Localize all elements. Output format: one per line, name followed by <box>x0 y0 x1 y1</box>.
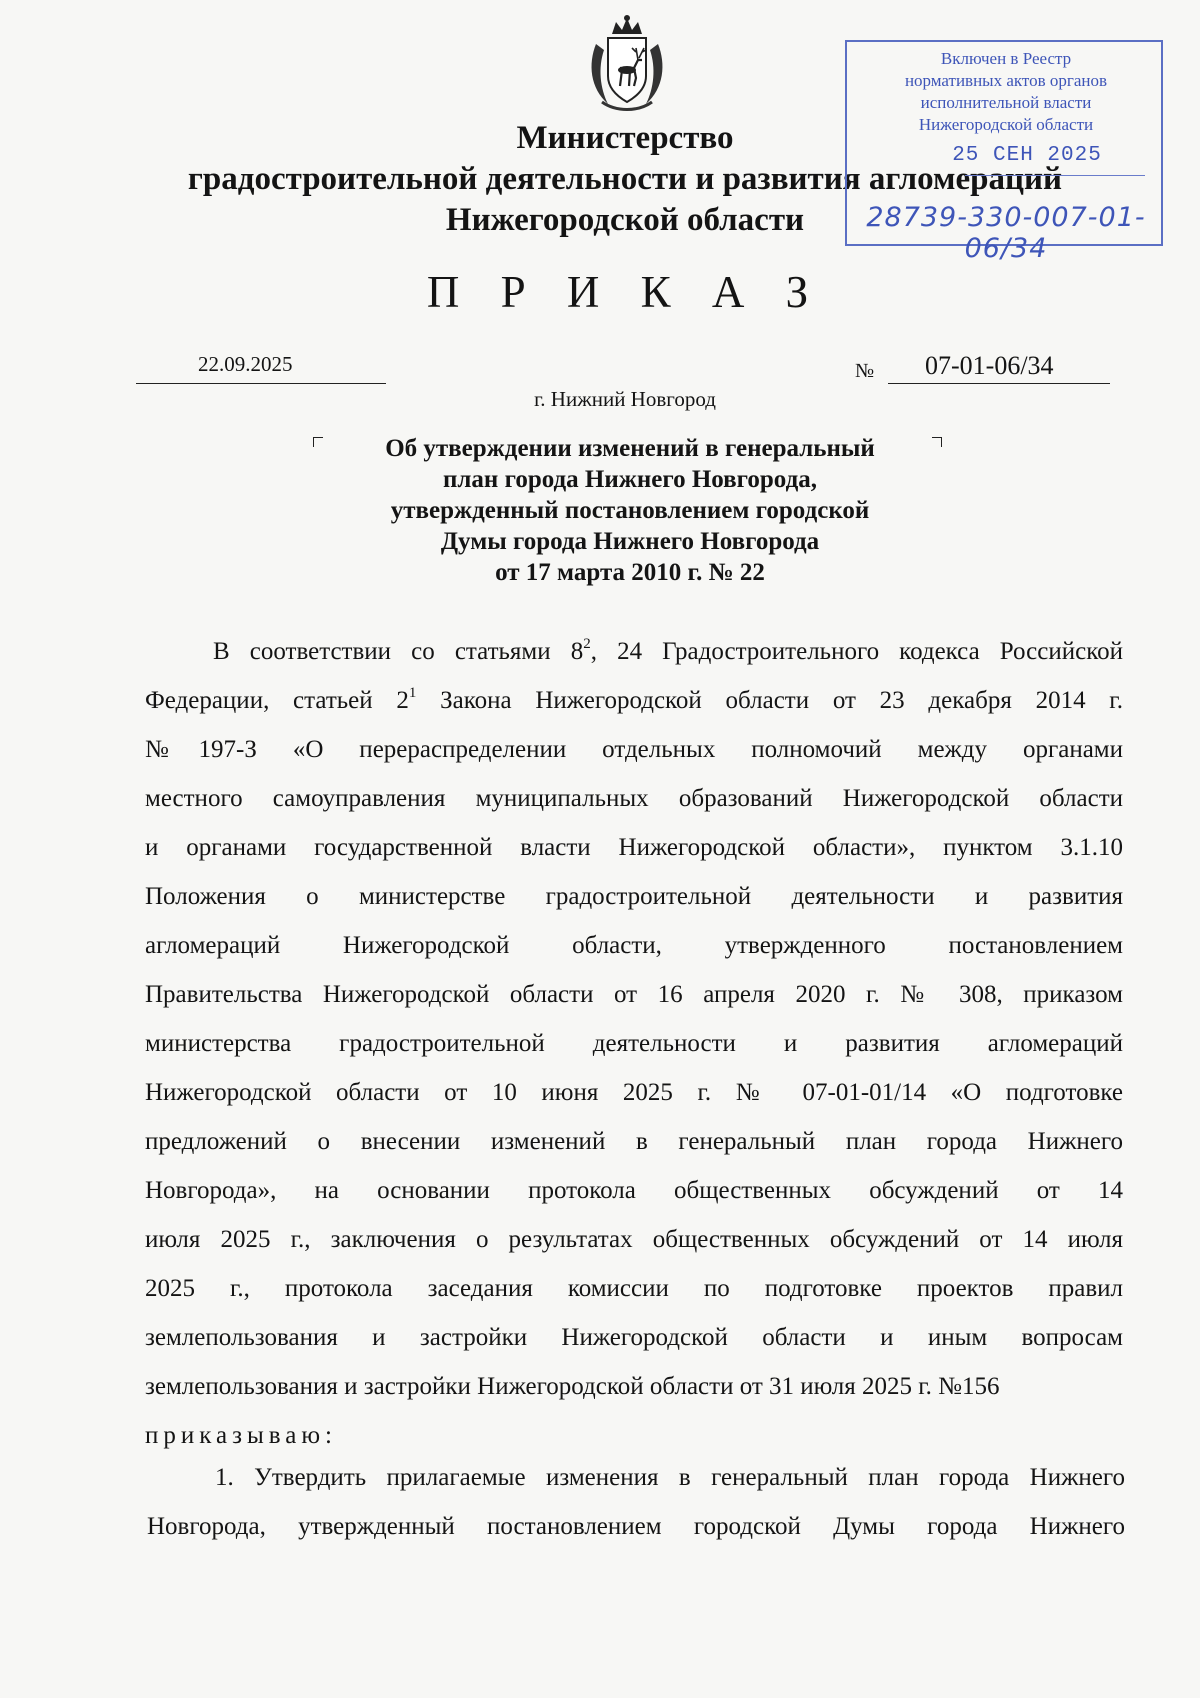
subject-line: план города Нижнего Новгорода, <box>443 466 817 493</box>
body-line: землепользования и застройки Нижегородской области от 31 июля 2025 г. №156 <box>145 1373 1000 1400</box>
body-line: В соответствии со статьями $8^2$, 24 Градостроительного кодекса Российской <box>213 636 1123 665</box>
stamp-line: нормативных актов органов <box>904 71 1108 90</box>
order-body <box>145 627 1123 1460</box>
order-title: П Р И К А З <box>426 267 824 317</box>
stamp-registration-number: 28739-330-007-01-06/34 <box>866 202 1146 264</box>
date-underline <box>136 383 386 384</box>
subject-corner-mark <box>932 437 942 447</box>
stamp-underline <box>965 175 1145 176</box>
order-number: 07-01-06/34 <box>925 351 1054 380</box>
stamp-date: 25 СЕН 2025 <box>952 144 1102 167</box>
body-line: агломераций Нижегородской области, утвержденного постановлением <box>145 932 1123 959</box>
subject-line: утвержденный постановлением городской <box>390 497 870 524</box>
body-line: местного самоуправления муниципальных образований Нижегородской области <box>145 785 1123 812</box>
registry-stamp <box>845 40 1163 264</box>
body-line: министерства градостроительной деятельности и развития агломераций <box>145 1030 1123 1057</box>
city-name: г. Нижний Новгород <box>534 387 716 411</box>
command-word: приказываю: <box>145 1422 337 1449</box>
order-item-1 <box>147 1453 1125 1551</box>
body-line: Правительства Нижегородской области от 16 апреля 2020 г. № 308, приказом <box>145 981 1123 1008</box>
body-line: Федерации, статьей $2^1$ Закона Нижегородской области от 23 декабря 2014 г. <box>145 685 1123 714</box>
body-line: предложений о внесении изменений в генеральный план города Нижнего <box>145 1128 1123 1155</box>
body-line: №197-З «О перераспределении отдельных полномочий между органами <box>145 736 1123 763</box>
subject-line: Думы города Нижнего Новгорода <box>440 528 820 555</box>
body-line: 2025 г., протокола заседания комиссии по подготовке проектов правил <box>145 1275 1123 1302</box>
ministry-name-line: Министерство <box>516 120 734 156</box>
ministry-name-line: Нижегородской области <box>445 202 805 238</box>
stamp-text <box>847 48 1165 136</box>
number-underline <box>888 383 1110 384</box>
body-line: Новгорода», на основании протокола общественных обсуждений от 14 <box>145 1177 1123 1204</box>
number-sign: № <box>855 360 875 382</box>
order-date: 22.09.2025 <box>198 352 293 376</box>
body-line: июля 2025 г., заключения о результатах общественных обсуждений от 14 июля <box>145 1226 1123 1253</box>
subject-line: Об утверждении изменений в генеральный <box>385 435 875 462</box>
stamp-line: исполнительной власти <box>920 93 1092 112</box>
item-line: 1. Утвердить прилагаемые изменения в генеральный план города Нижнего <box>215 1464 1125 1491</box>
stamp-line: Включен в Реестр <box>940 49 1072 68</box>
body-line: и органами государственной власти Нижегородской области», пунктом 3.1.10 <box>145 834 1123 861</box>
subject-line: от 17 марта 2010 г. № 22 <box>495 559 765 586</box>
item-line: Новгорода, утвержденный постановлением городской Думы города Нижнего <box>147 1513 1125 1540</box>
body-line: землепользования и застройки Нижегородской области и иным вопросам <box>145 1324 1123 1351</box>
coat-of-arms-icon <box>582 14 672 114</box>
order-subject <box>330 433 930 588</box>
body-line: Положения о министерстве градостроительной деятельности и развития <box>145 883 1123 910</box>
stamp-line: Нижегородской области <box>918 115 1094 134</box>
subject-corner-mark <box>313 437 323 447</box>
ministry-name-line: градостроительной деятельности и развития агломераций <box>187 161 1063 197</box>
body-line: Нижегородской области от 10 июня 2025 г. № 07-01-01/14 «О подготовке <box>145 1079 1123 1106</box>
